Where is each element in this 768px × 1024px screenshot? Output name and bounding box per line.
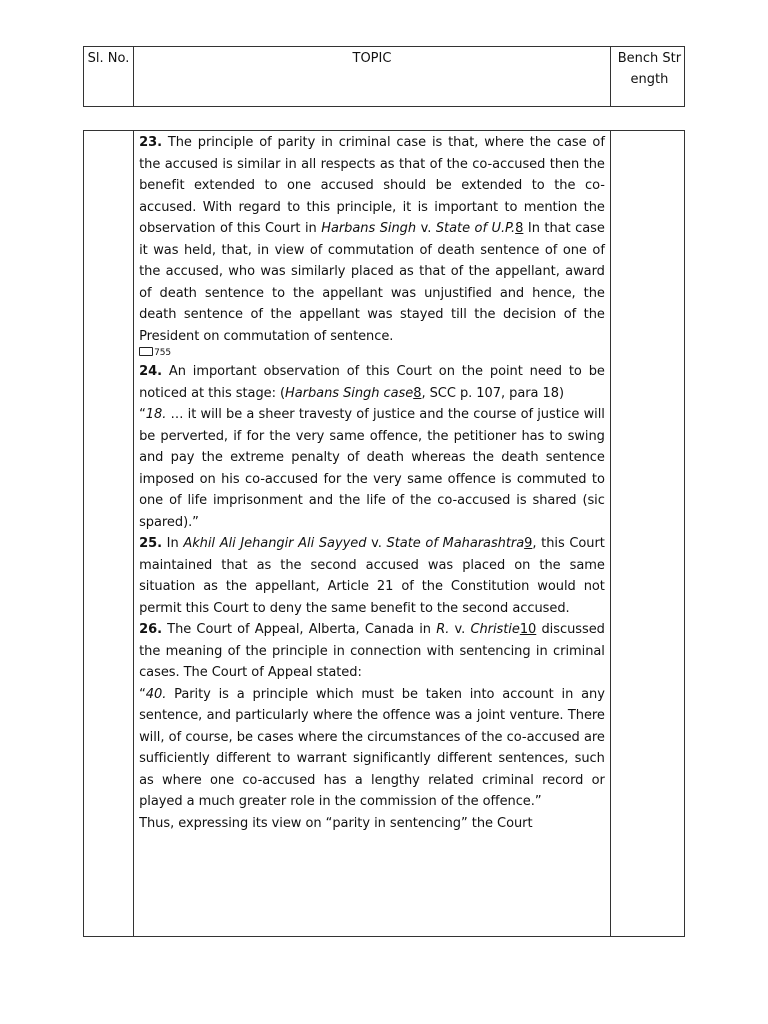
para-number: 23. — [139, 135, 162, 150]
paragraph-23 — [139, 132, 605, 347]
versus: v. — [449, 622, 471, 637]
versus: v. — [416, 221, 436, 236]
footnote-link[interactable]: 8 — [413, 385, 422, 401]
para-text: In — [161, 536, 184, 551]
page-marker-number: 755 — [154, 348, 172, 358]
bench-strength-header: Bench Strength — [617, 51, 682, 87]
quote-number: 18. — [145, 407, 167, 422]
open-quote: “ — [139, 686, 146, 702]
footnote-link[interactable]: 8 — [515, 221, 524, 236]
para-text: , this Court maintained that as the second accused was placed on the same situation as the appellant, Article 21 of the Constitution would not permit this Court to deny the same benefit to the second accused. — [139, 536, 605, 616]
case-name: Akhil Ali Jehangir Ali Sayyed — [183, 536, 367, 551]
open-quote: “ — [139, 407, 146, 422]
quote-text: … it will be a sheer travesty of justice and the course of justice will be perverted, if for the very same offence, the petitioner has to swing and pay the extreme penalty of death whereas the death sentence imposed on his co-accused for the very same offence is commuted to one of life imprisonment and the life of the co-accused is shared (sic spared).” — [139, 407, 605, 530]
footnote-link[interactable]: 9 — [524, 536, 533, 551]
page-marker — [139, 347, 605, 361]
para-text: An important observation of this Court on the point need to be noticed at this stage: ( — [139, 364, 605, 401]
header-table — [83, 46, 685, 107]
para-number: 25. — [139, 536, 162, 551]
topic-header-cell — [134, 47, 611, 107]
sl-no-header-cell — [84, 47, 134, 107]
case-name: R. — [436, 622, 450, 637]
bench-strength-cell — [610, 131, 684, 937]
content-table — [83, 130, 685, 937]
judgment-text — [134, 131, 610, 936]
paragraph-26 — [139, 619, 605, 684]
case-name: Harbans Singh case — [285, 385, 414, 401]
para-text: The principle of parity in criminal case is that, where the case of the accused is similar in all respects as that of the co-accused then the benefit extended to one accused should be extended to the co-accused. With regard to this principle, it is important to mention the observation of this Court in — [139, 135, 605, 236]
case-name: Christie — [470, 622, 520, 637]
para-text: In that case it was held, that, in view of commutation of death sentence of one of the accused, who was similarly placed as that of the appellant, award of death sentence to the appellant was unjustified and hence, the death sentence of the appellant was stayed till the decision of the President on commutation of sentence. — [139, 221, 605, 344]
sl-no-cell — [84, 131, 134, 937]
para-text: The Court of Appeal, Alberta, Canada in — [161, 622, 437, 637]
case-name: Harbans Singh — [321, 221, 417, 236]
footnote-link[interactable]: 10 — [519, 622, 537, 637]
versus: v. — [366, 536, 387, 551]
sl-no-header: Sl. No. — [87, 51, 130, 66]
quote-para-40 — [139, 684, 605, 813]
para-text: , SCC p. 107, para 18) — [421, 385, 565, 401]
para-text: discussed the meaning of the principle in connection with sentencing in criminal cases. The Court of Appeal stated: — [139, 622, 605, 680]
case-name: State of Maharashtra — [386, 536, 525, 551]
topic-header: TOPIC — [352, 51, 392, 66]
case-name: State of U.P. — [435, 221, 516, 236]
quote-para-18 — [139, 404, 605, 533]
page-marker-icon — [139, 347, 153, 356]
topic-cell — [134, 131, 611, 937]
continuation-line: Thus, expressing its view on “parity in sentencing” the Court — [139, 815, 533, 831]
paragraph-24 — [139, 361, 605, 404]
paragraph-25 — [139, 533, 605, 619]
para-number: 26. — [139, 622, 162, 637]
bench-strength-header-cell — [610, 47, 684, 107]
para-number: 24. — [139, 364, 162, 379]
quote-text: Parity is a principle which must be taken into account in any sentence, and particularly where the offence was a joint venture. There will, of course, be cases where the circumstances of the co-accused are sufficiently different to warrant significantly different sentences, such as where one co-accused has a lengthy related criminal record or played a much greater role in the commission of the offence.” — [139, 686, 605, 809]
quote-number: 40. — [145, 686, 167, 702]
